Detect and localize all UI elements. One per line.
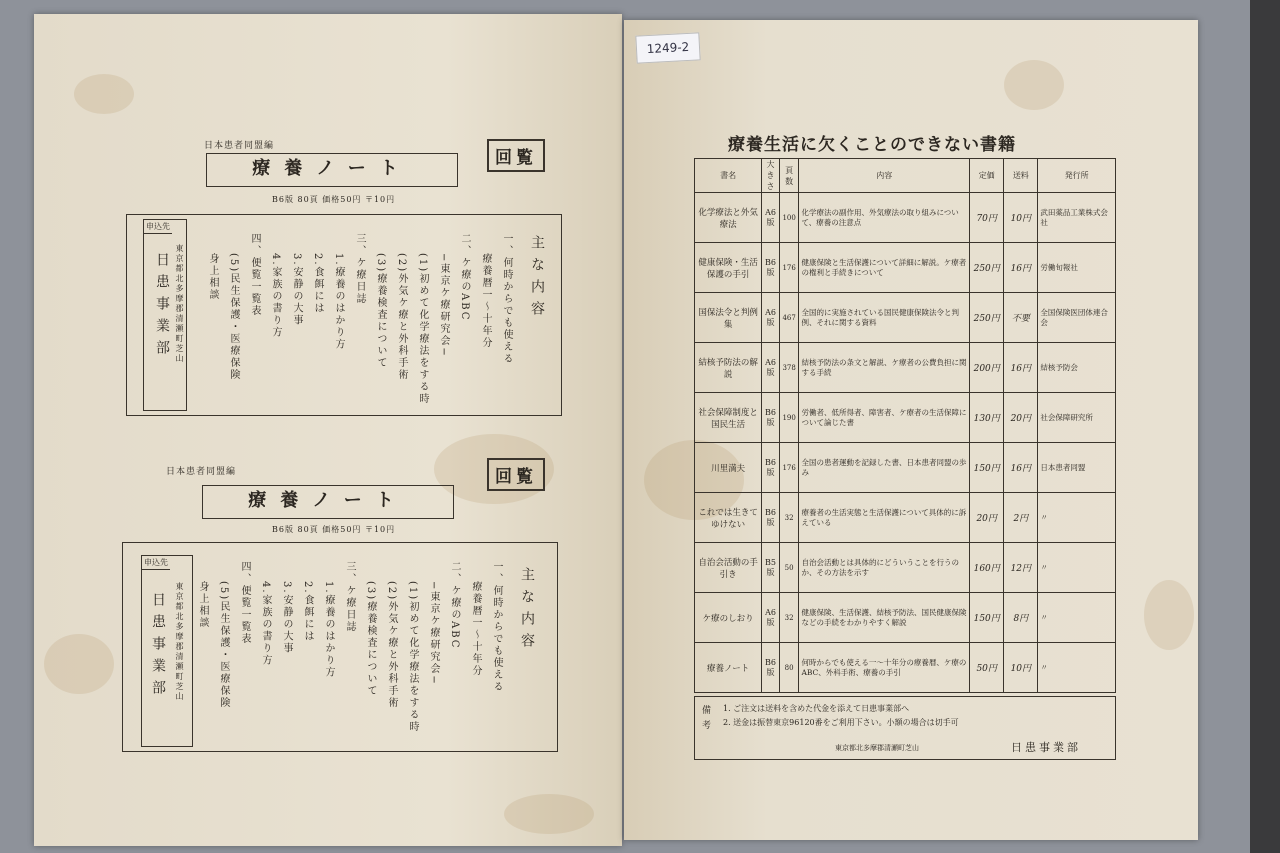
flyer-box: [122, 542, 558, 752]
book-publisher: 武田薬品工業株式会社: [1038, 193, 1116, 243]
book-price: 70円: [970, 193, 1004, 243]
book-description: 療養者の生活実態と生活保護について具体的に訴えている: [799, 493, 970, 543]
book-pages: 80: [779, 643, 799, 693]
book-description: 全国的に実施されている国民健康保険法令と判例、それに関する資料: [799, 293, 970, 343]
right-page: [624, 20, 1198, 840]
book-size: B6版: [762, 493, 780, 543]
book-postage: 16円: [1004, 443, 1038, 493]
book-postage: 8円: [1004, 593, 1038, 643]
contents-item: 四、便覧一覧表: [239, 561, 250, 645]
table-row: [695, 343, 1116, 393]
book-price: 150円: [970, 593, 1004, 643]
book-publisher: 社会保障研究所: [1038, 393, 1116, 443]
table-row: [695, 593, 1116, 643]
contents-item: (3)療養検査について: [375, 241, 386, 370]
table-row: [695, 243, 1116, 293]
book-title: 化学療法と外気療法: [695, 193, 762, 243]
book-pages: 176: [779, 443, 799, 493]
book-price: 150円: [970, 443, 1004, 493]
table-row: [695, 493, 1116, 543]
header-postage: 送料: [1004, 159, 1038, 193]
contents-item: 療養暦一〜十年分: [470, 569, 481, 677]
book-pages: 100: [779, 193, 799, 243]
table-row: [695, 643, 1116, 693]
contents-item: 二、ケ療のABC: [449, 561, 460, 650]
contents-item: (1)初めて化学療法をする時: [407, 569, 418, 734]
table-row: [695, 393, 1116, 443]
book-publisher: 〃: [1038, 593, 1116, 643]
book-postage: 16円: [1004, 243, 1038, 293]
book-price: 250円: [970, 293, 1004, 343]
book-size: A6版: [762, 293, 780, 343]
book-publisher: 結核予防会: [1038, 343, 1116, 393]
contents-heading: 主な内容: [529, 235, 545, 323]
contents-item: 4.家族の書り方: [260, 569, 271, 667]
header-size: 大きさ: [762, 159, 780, 193]
book-postage: 20円: [1004, 393, 1038, 443]
book-postage: 10円: [1004, 193, 1038, 243]
header-contents: 内容: [799, 159, 970, 193]
book-size: A6版: [762, 193, 780, 243]
flyer-box: [126, 214, 562, 416]
contents-item: 四、便覧一覧表: [249, 233, 260, 317]
contents-item: −東京ケ療研究会−: [428, 569, 439, 686]
applicant-label: 申込先: [142, 556, 170, 570]
book-price: 160円: [970, 543, 1004, 593]
contents-item: (5)民生保護・医療保険: [228, 241, 239, 382]
book-size: B6版: [762, 443, 780, 493]
book-publisher: 〃: [1038, 493, 1116, 543]
publisher-address: 東京都北多摩郡清瀬町芝山: [175, 244, 184, 364]
book-publisher: 〃: [1038, 543, 1116, 593]
publisher-name: 日患事業部: [150, 592, 166, 702]
book-pages: 176: [779, 243, 799, 293]
contents-item: 1.療養のはかり方: [323, 569, 334, 679]
book-description: 化学療法の副作用、外気療法の取り組みについて、療養の注意点: [799, 193, 970, 243]
notes-label: 備考: [700, 705, 710, 735]
book-postage: 不要: [1004, 293, 1038, 343]
book-size: B5版: [762, 543, 780, 593]
left-page: [34, 14, 622, 846]
header-pages: 頁数: [779, 159, 799, 193]
book-price: 20円: [970, 493, 1004, 543]
book-price: 130円: [970, 393, 1004, 443]
book-description: 結核予防法の条文と解説、ケ療者の公費負担に関する手続: [799, 343, 970, 393]
footer-address: 東京都北多摩郡清瀬町芝山: [835, 744, 919, 752]
book-description: 健康保険と生活保護について詳細に解説。ケ療者の権利と手続きについて: [799, 243, 970, 293]
book-postage: 2円: [1004, 493, 1038, 543]
table-row: [695, 293, 1116, 343]
book-title: 国保法令と判例集: [695, 293, 762, 343]
book-description: 労働者、低所得者、障害者、ケ療者の生活保障について論じた書: [799, 393, 970, 443]
book-publisher: 日本患者同盟: [1038, 443, 1116, 493]
table-row: [695, 543, 1116, 593]
flyer-title: 療養ノート: [202, 485, 454, 519]
book-price: 200円: [970, 343, 1004, 393]
contents-item: 3.安静の大事: [291, 241, 302, 327]
book-pages: 32: [779, 493, 799, 543]
book-title: 社会保障制度と国民生活: [695, 393, 762, 443]
book-publisher: 〃: [1038, 643, 1116, 693]
contents-item: −東京ケ療研究会−: [438, 241, 449, 358]
contents-item: 二、ケ療のABC: [459, 233, 470, 322]
header-title: 書名: [695, 159, 762, 193]
contents-item: 4.家族の書り方: [270, 241, 281, 339]
contents-item: (3)療養検査について: [365, 569, 376, 698]
contents-item: 三、ケ療日誌: [344, 561, 355, 633]
contents-item: 身上相談: [197, 569, 208, 629]
kairan-stamp: 回覧: [487, 139, 545, 172]
book-size: A6版: [762, 343, 780, 393]
table-header-row: [695, 159, 1116, 193]
document-code-label: 1249-2: [635, 32, 700, 63]
contents-item: (2)外気ケ療と外科手術: [396, 241, 407, 382]
book-title: 結核予防法の解説: [695, 343, 762, 393]
contents-item: 一、何時からでも使える: [501, 233, 512, 365]
book-publisher: 労働旬報社: [1038, 243, 1116, 293]
notes-box: [694, 696, 1116, 760]
book-title: 川里満夫: [695, 443, 762, 493]
contents-item: 一、何時からでも使える: [491, 561, 502, 693]
book-size: B6版: [762, 643, 780, 693]
book-title: 健康保険・生活保護の手引: [695, 243, 762, 293]
flyer-specs: B6版 80頁 価格50円 〒10円: [272, 195, 396, 204]
contents-item: 療養暦一〜十年分: [480, 241, 491, 349]
applicant-box: [141, 555, 193, 747]
contents-item: 1.療養のはかり方: [333, 241, 344, 351]
book-pages: 378: [779, 343, 799, 393]
page-title: 療養生活に欠くことのできない書籍: [728, 135, 1016, 155]
publisher-address: 東京都北多摩郡清瀬町芝山: [175, 582, 184, 702]
book-pages: 50: [779, 543, 799, 593]
contents-item: 3.安静の大事: [281, 569, 292, 655]
book-pages: 32: [779, 593, 799, 643]
flyer-title: 療養ノート: [206, 153, 458, 187]
book-pages: 190: [779, 393, 799, 443]
book-title: ケ療のしおり: [695, 593, 762, 643]
book-description: 健康保険、生活保護、結核予防法、国民健康保険などの手続をわかりやすく解説: [799, 593, 970, 643]
flyer-org: 日本患者同盟編: [166, 467, 237, 477]
contents-item: (1)初めて化学療法をする時: [417, 241, 428, 406]
book-description: 自治会活動とは具体的にどういうことを行うのか、その方法を示す: [799, 543, 970, 593]
table-row: [695, 443, 1116, 493]
book-title: 自治会活動の手引き: [695, 543, 762, 593]
book-title: 療養ノート: [695, 643, 762, 693]
header-price: 定価: [970, 159, 1004, 193]
book-table-body: [695, 193, 1116, 693]
table-row: [695, 193, 1116, 243]
applicant-box: [143, 219, 187, 411]
contents-item: 2.食餌には: [312, 241, 323, 315]
footer-publisher: 日患事業部: [1011, 741, 1081, 754]
book-size: B6版: [762, 393, 780, 443]
book-title: これでは生きてゆけない: [695, 493, 762, 543]
book-description: 全国の患者運動を記録した書、日本患者同盟の歩み: [799, 443, 970, 493]
contents-item: 身上相談: [207, 241, 218, 301]
contents-heading: 主な内容: [519, 567, 535, 655]
kairan-stamp: 回覧: [487, 458, 545, 491]
book-price: 50円: [970, 643, 1004, 693]
book-price: 250円: [970, 243, 1004, 293]
header-publisher: 発行所: [1038, 159, 1116, 193]
book-size: A6版: [762, 593, 780, 643]
flyer-org: 日本患者同盟編: [204, 141, 275, 151]
book-postage: 10円: [1004, 643, 1038, 693]
note-2: 2. 送金は振替東京96120番をご利用下さい。小額の場合は切手可: [723, 718, 959, 727]
frame-edge: [1250, 0, 1280, 853]
contents-item: (5)民生保護・医療保険: [218, 569, 229, 710]
book-size: B6版: [762, 243, 780, 293]
contents-item: 三、ケ療日誌: [354, 233, 365, 305]
book-publisher: 全国保険医団体連合会: [1038, 293, 1116, 343]
book-pages: 467: [779, 293, 799, 343]
publisher-name: 日患事業部: [154, 252, 170, 362]
book-table: [694, 158, 1116, 693]
contents-item: (2)外気ケ療と外科手術: [386, 569, 397, 710]
book-description: 何時からでも使える一〜十年分の療養暦、ケ療のABC、外科手術、療養の手引: [799, 643, 970, 693]
applicant-label: 申込先: [144, 220, 172, 234]
book-postage: 16円: [1004, 343, 1038, 393]
contents-item: 2.食餌には: [302, 569, 313, 643]
note-1: 1. ご注文は送料を含めた代金を添えて日患事業部へ: [723, 704, 910, 713]
book-postage: 12円: [1004, 543, 1038, 593]
flyer-specs: B6版 80頁 価格50円 〒10円: [272, 525, 396, 534]
